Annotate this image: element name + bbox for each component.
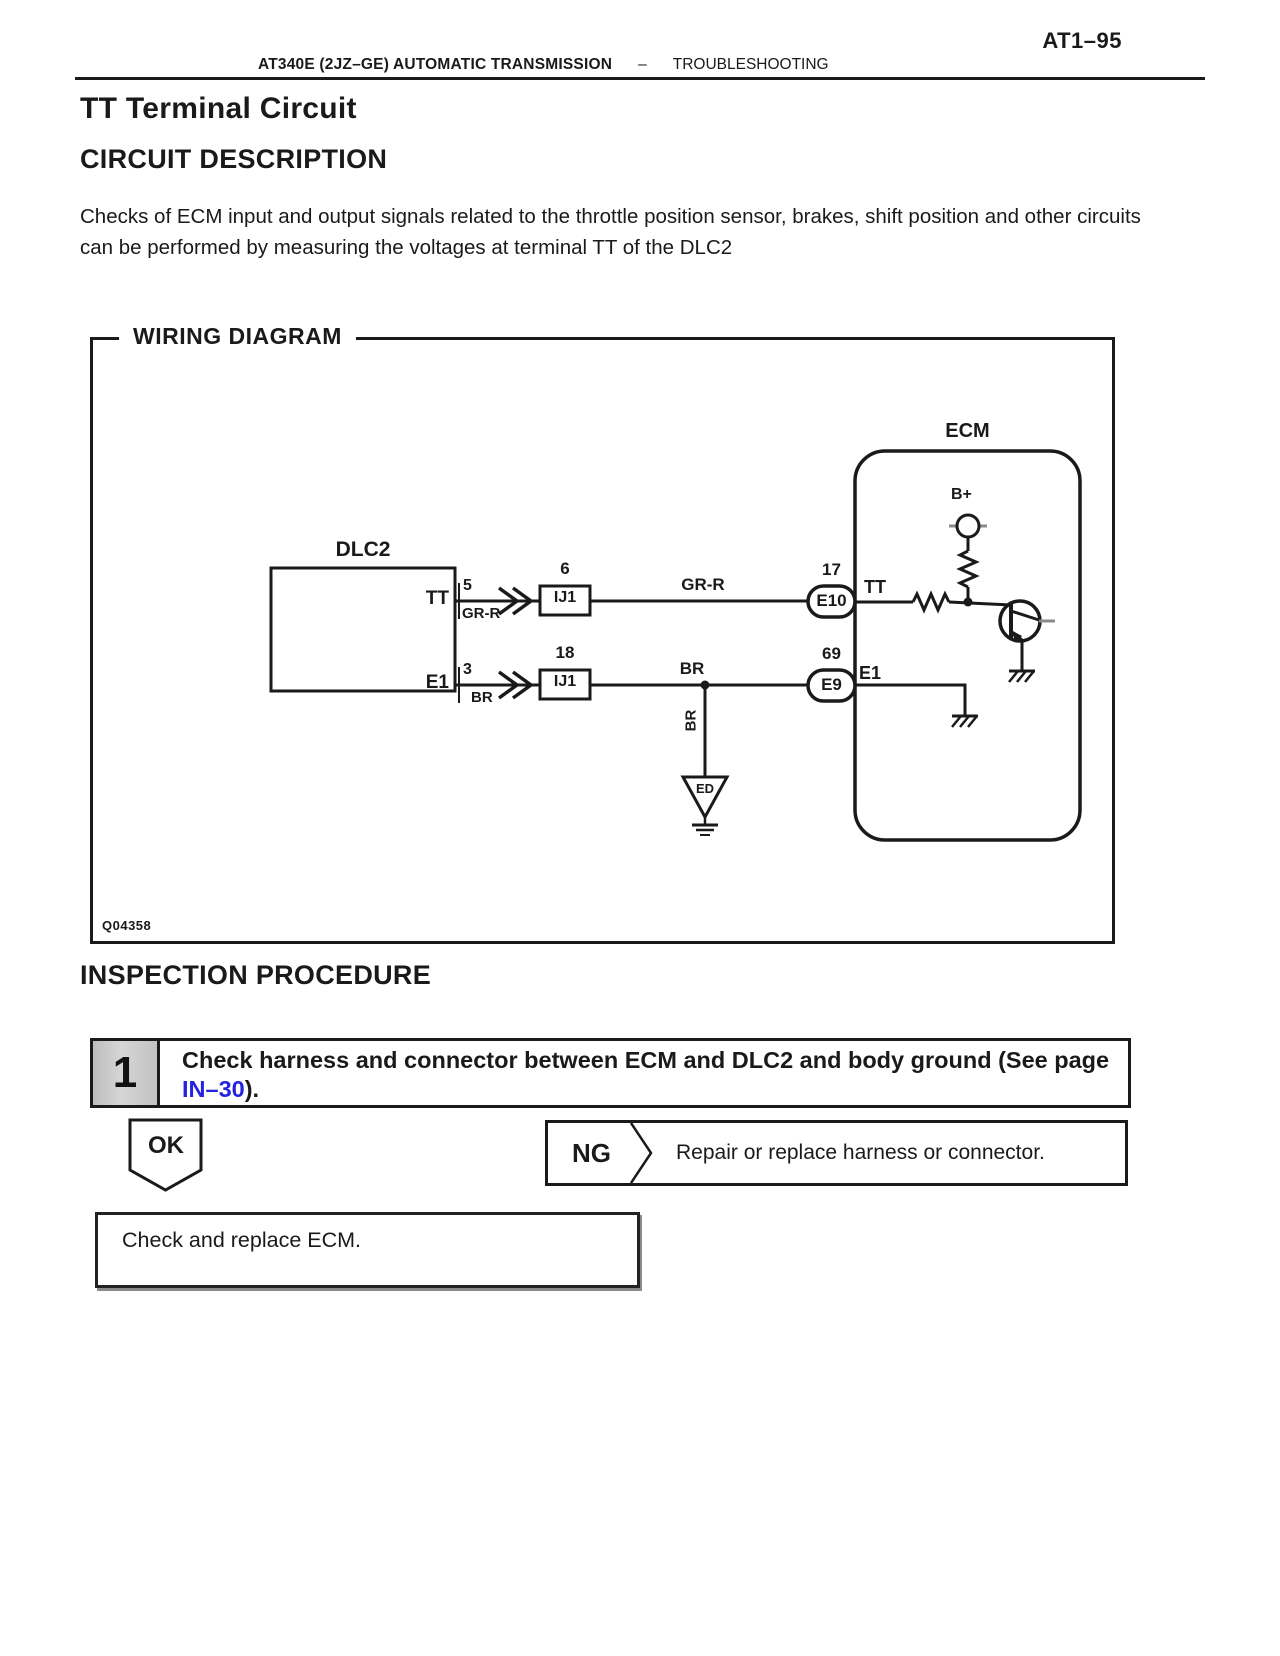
branch-wire-label: BR — [682, 709, 700, 732]
ng-chevron-divider — [630, 1123, 656, 1183]
connector-e10-label: E10 — [816, 591, 847, 610]
ecm-label: ECM — [945, 420, 990, 442]
chassis-ground-e1 — [952, 716, 978, 727]
page-title: TT Terminal Circuit — [80, 92, 357, 125]
ecm-terminal-e1: E1 — [859, 663, 882, 683]
running-header-title: AT340E (2JZ–GE) AUTOMATIC TRANSMISSION — [258, 56, 613, 73]
dlc2-label: DLC2 — [335, 538, 391, 561]
junction2-number: 18 — [555, 643, 575, 662]
running-header — [258, 56, 829, 74]
junction1-number: 6 — [560, 559, 570, 578]
step-instruction — [160, 1041, 1128, 1105]
resistor-horizontal — [913, 594, 949, 610]
ng-label: NG — [572, 1138, 611, 1168]
circuit-description-text: Checks of ECM input and output signals related to the throttle position sensor, brakes, shift position and other circuits can be performed by measuring the voltages at terminal TT of the DLC2 — [80, 205, 1141, 259]
ok-result-text: Check and replace ECM. — [122, 1228, 361, 1252]
step-text-before-link: Check harness and connector between ECM and DLC2 and body ground (See page — [182, 1047, 1110, 1073]
page-number: AT1–95 — [1042, 28, 1122, 53]
dlc2-terminal-e1: E1 — [425, 672, 449, 693]
bplus-label: B+ — [951, 486, 972, 503]
wire-color-tt: GR-R — [462, 605, 501, 622]
ecm-e1-circuit — [855, 685, 978, 727]
header-rule — [75, 77, 1205, 80]
junction1-label: IJ1 — [553, 589, 577, 606]
ed-ground-label: ED — [695, 781, 715, 796]
wire2-label: BR — [679, 659, 705, 678]
junction2-label: IJ1 — [553, 673, 577, 690]
wiring-diagram-frame — [90, 323, 1115, 944]
ng-result-text: Repair or replace harness or connector. — [676, 1141, 1045, 1164]
pin-number-e1: 3 — [463, 661, 472, 678]
running-header-section: TROUBLESHOOTING — [672, 56, 829, 73]
connector-e9-number: 69 — [822, 644, 841, 663]
page-reference-link[interactable]: IN–30 — [182, 1075, 245, 1102]
ecm-terminal-tt: TT — [864, 577, 886, 597]
step-number-cell — [93, 1041, 160, 1105]
bplus-symbol — [957, 515, 979, 537]
ok-result-box — [95, 1212, 640, 1288]
dlc2-terminal-tt: TT — [425, 588, 449, 609]
running-header-separator: – — [638, 56, 647, 73]
pin-number-tt: 5 — [463, 577, 472, 594]
wire-color-e1: BR — [471, 689, 493, 706]
ecm-box — [855, 451, 1080, 840]
wiring-diagram-title: WIRING DIAGRAM — [119, 323, 356, 350]
wire1-label: GR-R — [681, 575, 725, 594]
inspection-heading: INSPECTION PROCEDURE — [80, 960, 432, 990]
step-text-after-link: ). — [244, 1075, 260, 1102]
ok-flag — [128, 1118, 204, 1194]
figure-code: Q04358 — [102, 918, 152, 933]
step-number: 1 — [112, 1048, 138, 1097]
circuit-description-heading: CIRCUIT DESCRIPTION — [80, 144, 388, 174]
chassis-ground-transistor — [1009, 671, 1035, 682]
connector-e9-label: E9 — [821, 675, 842, 694]
br-ground-branch — [683, 681, 727, 836]
ok-label: OK — [148, 1132, 184, 1159]
connector-e10-number: 17 — [822, 560, 841, 579]
transistor — [1000, 601, 1055, 682]
step-1-box — [90, 1038, 1131, 1108]
resistor-vertical — [960, 551, 976, 587]
ng-result-box — [545, 1120, 1128, 1186]
